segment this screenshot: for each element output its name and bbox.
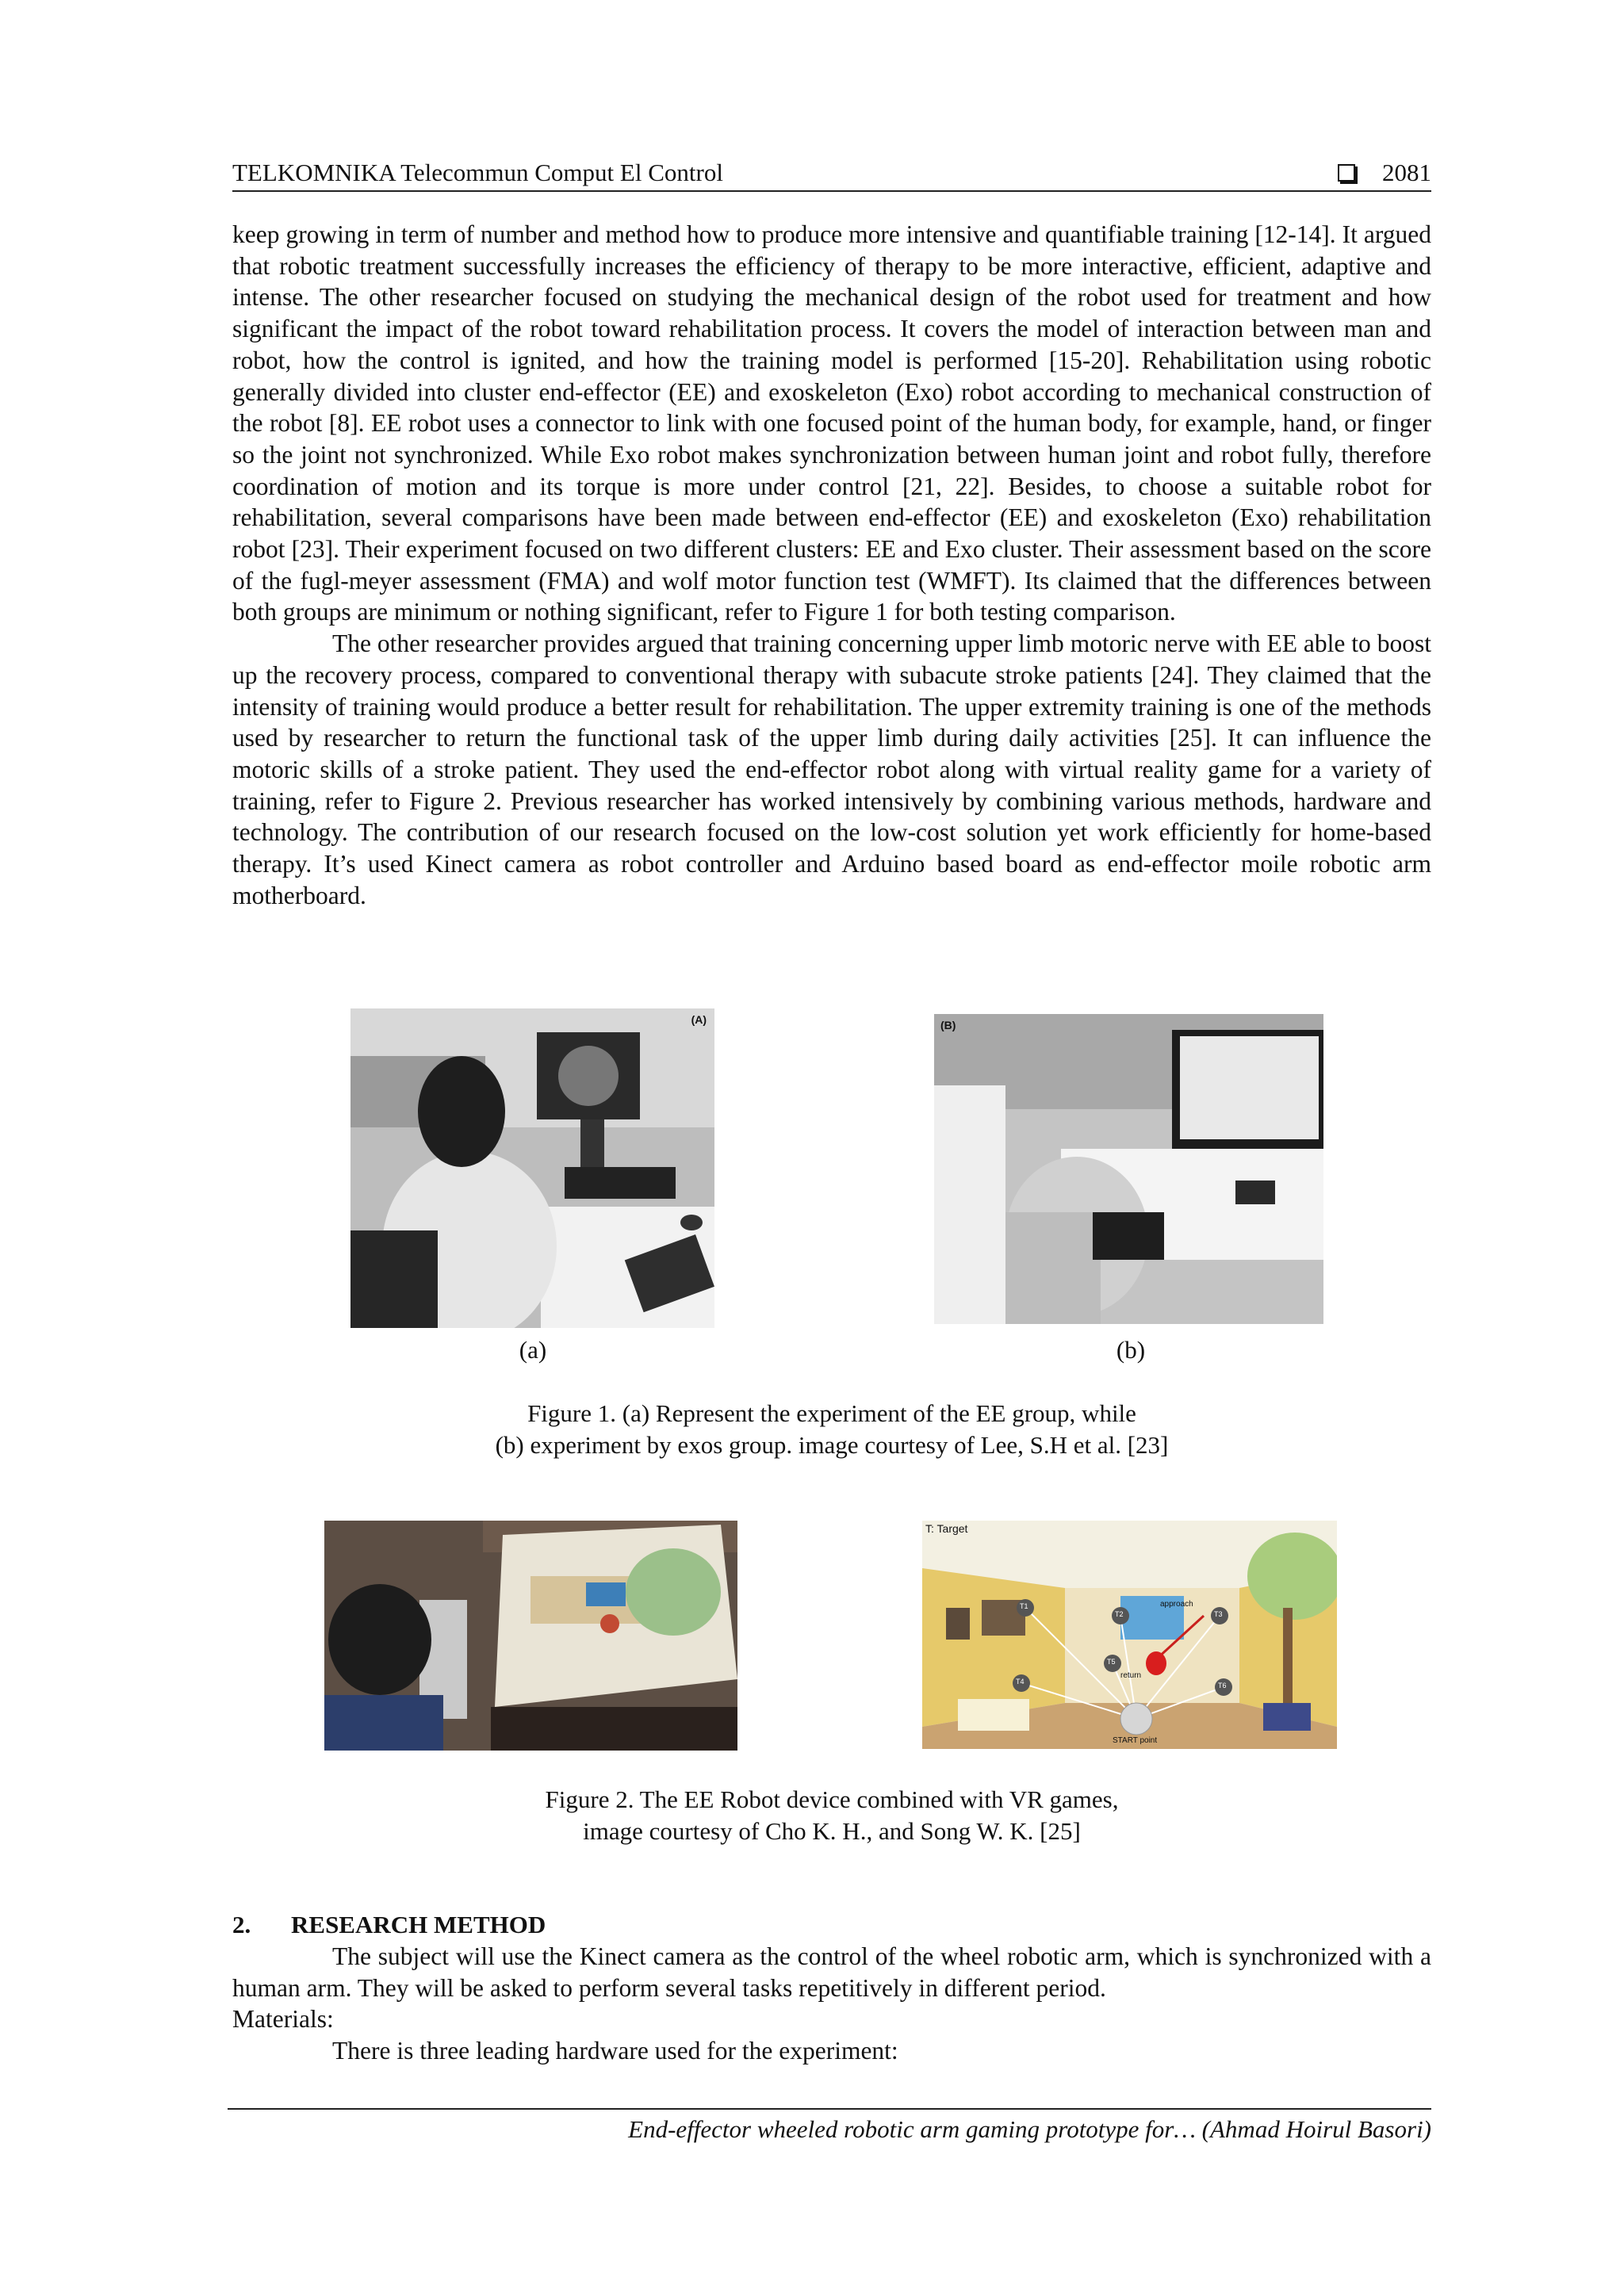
section-title: RESEARCH METHOD [291,1911,546,1938]
target-t5: T5 [1107,1658,1116,1666]
figure-2-left-image [324,1521,737,1751]
figure-1a-label: (a) [519,1336,547,1364]
start-point-label: START point [1113,1736,1158,1745]
section-heading [232,1909,546,1941]
return-label: return [1120,1671,1142,1680]
method-paragraph-1: The subject will use the Kinect camera as the control of the wheel robotic arm, which is synchronized with a human arm. They will be asked to perform several tasks repetitively in different period. [232,1942,1431,2002]
figure-2-caption [232,1784,1431,1847]
intro-text [232,219,1431,911]
checkbox-square-icon [1338,164,1355,182]
journal-title: TELKOMNIKA Telecommun Comput El Control [232,159,723,186]
method-paragraph-2: There is three leading hardware used for the experiment: [332,2037,898,2065]
target-t2: T2 [1115,1610,1124,1618]
figure-2-caption-line-2: image courtesy of Cho K. H., and Song W. K. [25] [583,1817,1081,1845]
figure-1-caption [232,1398,1431,1461]
figure-2-caption-line-1: Figure 2. The EE Robot device combined with VR games, [545,1785,1119,1813]
panel-a-tag: (A) [691,1013,707,1026]
section-number: 2. [232,1911,251,1938]
figure-1a-image [350,1008,714,1328]
approach-label: approach [1160,1600,1193,1609]
target-t6: T6 [1218,1682,1227,1689]
method-text [232,1941,1431,2067]
target-t4: T4 [1016,1678,1025,1686]
figure-1-caption-line-2: (b) experiment by exos group. image courtesy of Lee, S.H et al. [23] [495,1431,1169,1459]
page-number-group [1338,157,1431,189]
page-header [232,155,1431,192]
target-t1: T1 [1020,1602,1028,1610]
paragraph-2: The other researcher provides argued that training concerning upper limb motoric nerve with EE able to boost up the recovery process, compared to conventional therapy with subacute stroke patients [24]. They claimed that the intensity of training would produce a better result for rehabilitation. The upper extremity training is one of the methods used by researcher to return the functional task of the upper limb during daily activities [25]. It can influence the motoric skills of a stroke patient. They used the end-effector robot along with virtual reality game for a variety of training, refer to Figure 2. Previous researcher has worked intensively by combining various methods, hardware and technology. The contribution of our research focused on the low-cost solution yet work efficiently for home-based therapy. It’s used Kinect camera as robot controller and Arduino based board as end-effector moile robotic arm motherboard. [232,629,1431,909]
page-number: 2081 [1382,159,1431,186]
target-legend: T: Target [925,1522,968,1535]
paragraph-1: keep growing in term of number and method how to produce more intensive and quantifiable training [12-14]. It argued that robotic treatment successfully increases the efficiency of therapy to be more interactive, efficient, adaptive and intense. The other researcher focused on studying the mechanical design of the robot used for treatment and how significant the impact of the robot toward rehabilitation process. It covers the model of interaction between man and robot, how the control is ignited, and how the training model is performed [15-20]. Rehabilitation using robotic generally divided into cluster end-effector (EE) and exoskeleton (Exo) robot according to mechanical construction of the robot [8]. EE robot uses a connector to link with one focused point of the human body, for example, hand, or finger so the joint not synchronized. While Exo robot makes synchronization between human joint and robot fully, therefore coordination of motion and its torque is more under control [21, 22]. Besides, to choose a suitable robot for rehabilitation, several comparisons have been made between end-effector (EE) and exoskeleton (Exo) rehabilitation robot [23]. Their experiment focused on two different clusters: EE and Exo cluster. Their assessment based on the score of the fugl-meyer assessment (FMA) and wolf motor function test (WMFT). Its claimed that the differences between both groups are minimum or nothing significant, refer to Figure 1 for both testing comparison. [232,220,1431,626]
figure-1b-label: (b) [1116,1336,1146,1364]
footer-divider [228,2108,1431,2110]
materials-label: Materials: [232,2005,334,2034]
figure-1b-image [934,1014,1323,1324]
figure-1-caption-line-1: Figure 1. (a) Represent the experiment of the EE group, while [527,1399,1136,1427]
figure-2-right-image [922,1521,1337,1749]
running-footer: End-effector wheeled robotic arm gaming prototype for… (Ahmad Hoirul Basori) [628,2115,1431,2143]
target-t3: T3 [1214,1610,1223,1618]
panel-b-tag: (B) [940,1019,956,1031]
